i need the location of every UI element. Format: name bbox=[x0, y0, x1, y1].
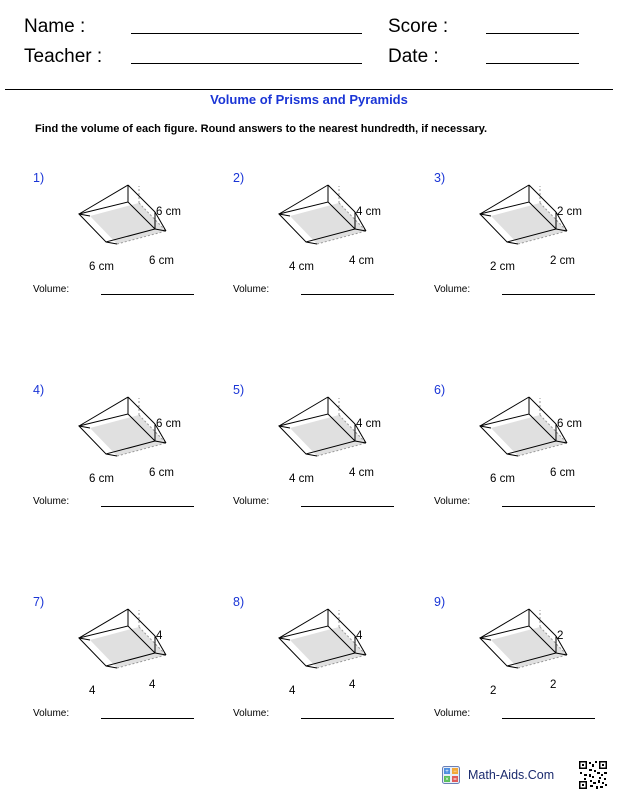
worksheet-title: Volume of Prisms and Pyramids bbox=[210, 92, 408, 107]
header-divider bbox=[5, 89, 613, 90]
score-field[interactable] bbox=[486, 33, 579, 34]
cube-figure bbox=[233, 595, 403, 705]
problem-number: 1) bbox=[33, 171, 45, 185]
problem-number: 7) bbox=[33, 595, 45, 609]
problem-2 bbox=[233, 171, 433, 311]
dimension-bottom-left: 4 cm bbox=[289, 261, 314, 273]
cube-figure bbox=[233, 171, 403, 281]
date-field[interactable] bbox=[486, 63, 579, 64]
problem-3 bbox=[434, 171, 618, 311]
volume-answer-field[interactable] bbox=[502, 294, 595, 295]
problem-6 bbox=[434, 383, 618, 523]
problem-9 bbox=[434, 595, 618, 735]
problem-number: 6) bbox=[434, 383, 446, 397]
problem-7 bbox=[33, 595, 233, 735]
name-label: Name : bbox=[24, 16, 86, 37]
cube-edge bbox=[106, 242, 117, 244]
problem-number: 8) bbox=[233, 595, 245, 609]
cube-edge bbox=[507, 242, 518, 244]
qr-code-icon bbox=[578, 760, 608, 790]
problem-number: 9) bbox=[434, 595, 446, 609]
dimension-top: 4 bbox=[156, 630, 163, 642]
calculator-icon bbox=[442, 766, 460, 784]
teacher-field[interactable] bbox=[131, 63, 362, 64]
dimension-bottom-right: 6 cm bbox=[550, 467, 575, 479]
problem-number: 2) bbox=[233, 171, 245, 185]
dimension-bottom-left: 6 cm bbox=[490, 473, 515, 485]
cube-figure bbox=[434, 383, 604, 493]
cube-edge bbox=[106, 666, 117, 668]
problem-8 bbox=[233, 595, 433, 735]
dimension-bottom-right: 6 cm bbox=[149, 255, 174, 267]
volume-answer-field[interactable] bbox=[301, 506, 394, 507]
dimension-bottom-right: 2 bbox=[550, 679, 557, 691]
dimension-top: 6 cm bbox=[156, 418, 181, 430]
score-label: Score : bbox=[388, 16, 449, 37]
svg-text:−: − bbox=[453, 769, 457, 775]
volume-label: Volume: bbox=[233, 708, 270, 719]
dimension-top: 4 bbox=[356, 630, 363, 642]
dimension-bottom-right: 6 cm bbox=[149, 467, 174, 479]
cube-figure bbox=[33, 383, 203, 493]
cube-edge bbox=[306, 242, 317, 244]
svg-text:+: + bbox=[445, 769, 449, 775]
cube-figure bbox=[33, 171, 203, 281]
dimension-top: 6 cm bbox=[156, 206, 181, 218]
dimension-bottom-right: 4 bbox=[149, 679, 156, 691]
cube-edge bbox=[306, 454, 317, 456]
volume-label: Volume: bbox=[434, 284, 471, 295]
volume-label: Volume: bbox=[434, 496, 471, 507]
dimension-top: 6 cm bbox=[557, 418, 582, 430]
svg-text:=: = bbox=[453, 777, 457, 783]
dimension-bottom-right: 4 cm bbox=[349, 467, 374, 479]
cube-figure bbox=[233, 383, 403, 493]
volume-answer-field[interactable] bbox=[502, 718, 595, 719]
dimension-bottom-left: 4 cm bbox=[289, 473, 314, 485]
volume-label: Volume: bbox=[233, 496, 270, 507]
brand-name[interactable]: Math-Aids.Com bbox=[468, 768, 555, 782]
volume-answer-field[interactable] bbox=[502, 506, 595, 507]
volume-answer-field[interactable] bbox=[301, 718, 394, 719]
teacher-label: Teacher : bbox=[24, 46, 103, 67]
cube-figure bbox=[434, 171, 604, 281]
problem-5 bbox=[233, 383, 433, 523]
volume-answer-field[interactable] bbox=[101, 718, 194, 719]
date-label: Date : bbox=[388, 46, 439, 67]
dimension-bottom-left: 4 bbox=[89, 685, 96, 697]
problem-number: 4) bbox=[33, 383, 45, 397]
volume-label: Volume: bbox=[33, 284, 70, 295]
dimension-top: 2 bbox=[557, 630, 564, 642]
volume-answer-field[interactable] bbox=[301, 294, 394, 295]
cube-figure bbox=[434, 595, 604, 705]
dimension-bottom-left: 4 bbox=[289, 685, 296, 697]
dimension-bottom-right: 4 bbox=[349, 679, 356, 691]
cube-figure bbox=[33, 595, 203, 705]
dimension-bottom-left: 2 cm bbox=[490, 261, 515, 273]
dimension-top: 4 cm bbox=[356, 206, 381, 218]
cube-edge bbox=[507, 666, 518, 668]
volume-label: Volume: bbox=[233, 284, 270, 295]
dimension-bottom-left: 2 bbox=[490, 685, 497, 697]
volume-label: Volume: bbox=[434, 708, 471, 719]
volume-answer-field[interactable] bbox=[101, 294, 194, 295]
volume-answer-field[interactable] bbox=[101, 506, 194, 507]
dimension-bottom-left: 6 cm bbox=[89, 473, 114, 485]
problem-number: 3) bbox=[434, 171, 446, 185]
dimension-top: 4 cm bbox=[356, 418, 381, 430]
problem-1 bbox=[33, 171, 233, 311]
svg-text:×: × bbox=[445, 777, 449, 783]
problem-4 bbox=[33, 383, 233, 523]
dimension-bottom-right: 2 cm bbox=[550, 255, 575, 267]
cube-edge bbox=[306, 666, 317, 668]
name-field[interactable] bbox=[131, 33, 362, 34]
instructions: Find the volume of each figure. Round answers to the nearest hundredth, if necessary. bbox=[35, 123, 488, 135]
dimension-bottom-left: 6 cm bbox=[89, 261, 114, 273]
cube-edge bbox=[507, 454, 518, 456]
cube-edge bbox=[106, 454, 117, 456]
volume-label: Volume: bbox=[33, 708, 70, 719]
problem-number: 5) bbox=[233, 383, 245, 397]
volume-label: Volume: bbox=[33, 496, 70, 507]
dimension-bottom-right: 4 cm bbox=[349, 255, 374, 267]
dimension-top: 2 cm bbox=[557, 206, 582, 218]
